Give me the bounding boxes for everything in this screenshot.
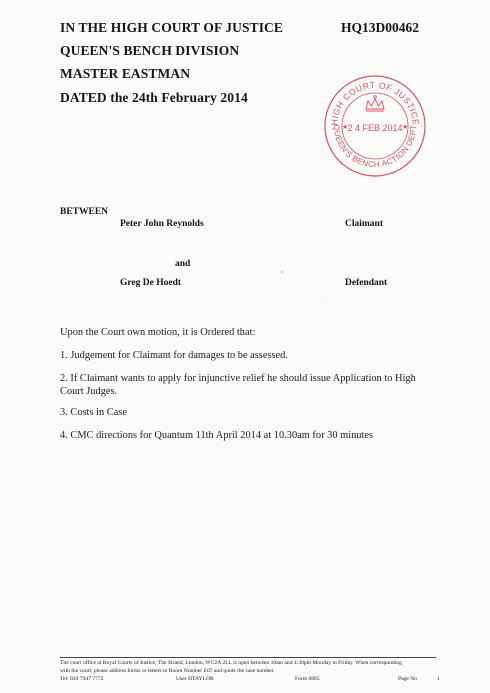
between-label: BETWEEN <box>60 207 109 217</box>
court-stamp <box>322 73 428 179</box>
scan-speck <box>281 271 283 273</box>
footer-page-label: Page No <box>398 676 418 682</box>
stamp-top-text: HIGH COURT OF JUSTICE <box>328 79 422 126</box>
order-item-2: 2. If Claimant wants to apply for injunctive relief he should issue Application to High <box>60 373 416 384</box>
order-intro: Upon the Court own motion, it is Ordered that: <box>60 327 256 338</box>
defendant-role: Defendant <box>345 278 388 288</box>
scan-speck <box>322 300 323 301</box>
claimant-name: Peter John Reynolds <box>120 219 204 229</box>
court-name: IN THE HIGH COURT OF JUSTICE <box>60 20 283 35</box>
order-item-3: 3. Costs in Case <box>60 407 127 418</box>
crown-icon <box>366 96 384 111</box>
defendant-name: Greg De Hoedt <box>120 278 182 288</box>
footer-court-office-text: The court office at Royal Courts of Justice, The Strand, London, WC2A 2LL is open between 10am and 4:30pm Monday to Friday. When corresponding <box>60 660 402 666</box>
master-name: MASTER EASTMAN <box>60 66 191 81</box>
order-item-4: 4. CMC directions for Quantum 11th April 2014 at 10.30am for 30 minutes <box>60 430 374 441</box>
footer-divider <box>60 657 436 658</box>
order-date: DATED the 24th February 2014 <box>60 90 248 105</box>
svg-text:★: ★ <box>402 124 409 131</box>
footer-telephone: Tel: 020 7947 7772 <box>60 676 104 682</box>
division-name: QUEEN'S BENCH DIVISION <box>60 43 240 58</box>
order-item-1: 1. Judgement for Claimant for damages to be assessed. <box>60 350 288 361</box>
claimant-role: Claimant <box>345 219 383 229</box>
stamp-date: 2 4 FEB 2014 <box>347 123 403 133</box>
footer-user: User HTAYLOR <box>176 676 214 682</box>
svg-text:★: ★ <box>342 124 349 131</box>
and-label: and <box>175 259 191 269</box>
stamp-bottom-text: QUEEN'S BENCH ACTION DEPT <box>331 124 419 170</box>
footer-page-number: 1 <box>437 676 440 682</box>
order-item-2-continued: Court Judges. <box>60 386 118 397</box>
footer-correspondence-text: with the court, please address forms or letters to Room Number E07 and quote the case number. <box>60 668 275 674</box>
case-number: HQ13D00462 <box>341 20 420 35</box>
footer-form-number: Form 0065 <box>295 676 320 682</box>
